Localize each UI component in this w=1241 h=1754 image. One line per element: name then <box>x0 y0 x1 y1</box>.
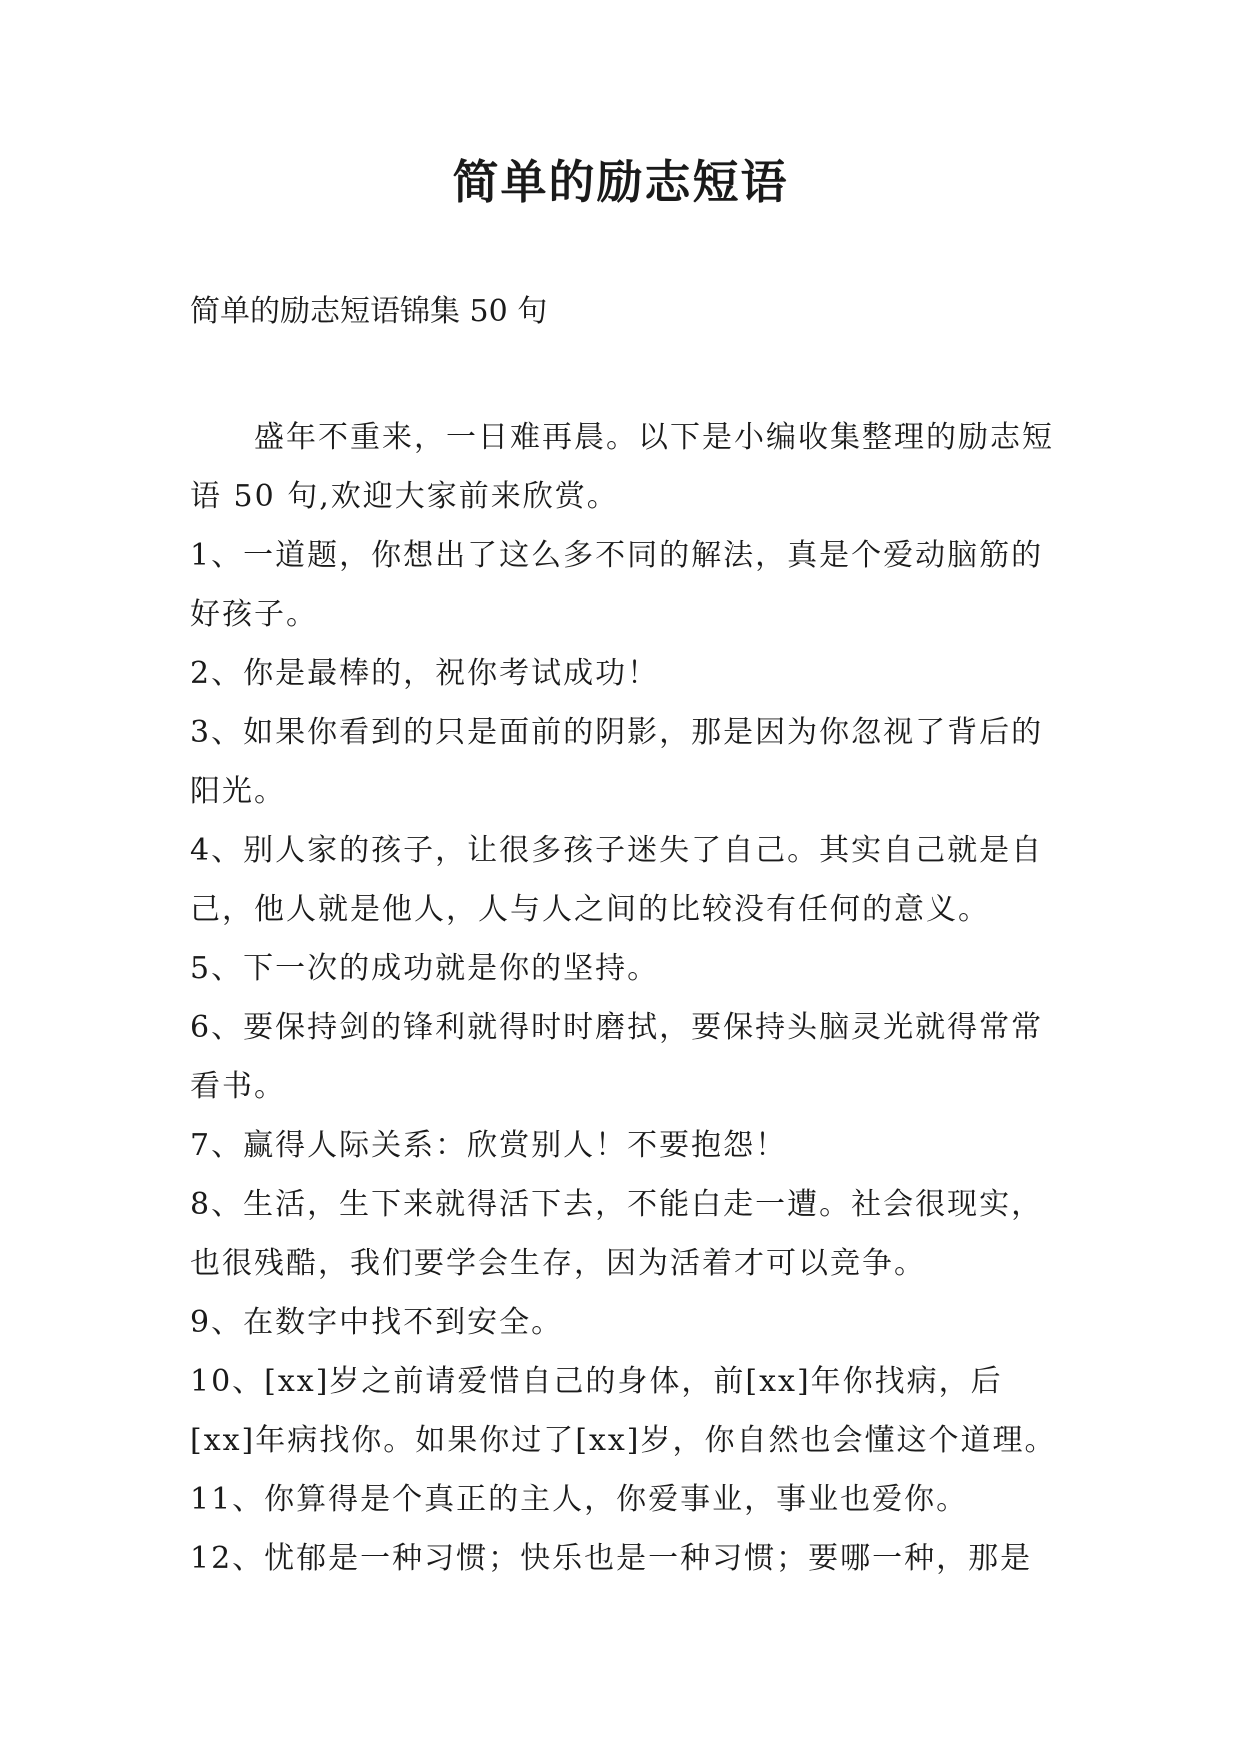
list-item: 3、如果你看到的只是面前的阴影，那是因为你忽视了背后的阳光。 <box>190 715 1044 809</box>
list-item: 2、你是最棒的，祝你考试成功！ <box>190 656 660 691</box>
list-item: 6、要保持剑的锋利就得时时磨拭，要保持头脑灵光就得常常看书。 <box>190 1010 1044 1104</box>
intro-paragraph: 盛年不重来，一日难再晨。以下是小编收集整理的励志短语 50 句,欢迎大家前来欣赏。 <box>190 420 1054 514</box>
list-item: 4、别人家的孩子，让很多孩子迷失了自己。其实自己就是自己，他人就是他人，人与人之间的比较没有任何的意义。 <box>190 833 1044 927</box>
document-body <box>190 408 1060 1588</box>
list-item: 7、赢得人际关系：欣赏别人！不要抱怨！ <box>190 1128 788 1163</box>
list-item: 5、下一次的成功就是你的坚持。 <box>190 951 660 986</box>
list-item: 12、忧郁是一种习惯；快乐也是一种习惯；要哪一种，那是 <box>190 1541 1033 1576</box>
list-item: 1、一道题，你想出了这么多不同的解法，真是个爱动脑筋的好孩子。 <box>190 538 1044 632</box>
document-title: 简单的励志短语 <box>452 155 789 209</box>
list-item: 10、[xx]岁之前请爱惜自己的身体，前[xx]年你找病，后[xx]年病找你。如果你过了[xx]岁，你自然也会懂这个道理。 <box>190 1364 1057 1458</box>
document-subtitle: 简单的励志短语锦集 50 句 <box>190 294 548 329</box>
list-item: 8、生活，生下来就得活下去，不能白走一遭。社会很现实，也很残酷，我们要学会生存，因为活着才可以竞争。 <box>190 1187 1044 1281</box>
list-item: 11、你算得是个真正的主人，你爱事业，事业也爱你。 <box>190 1482 969 1517</box>
list-item: 9、在数字中找不到安全。 <box>190 1305 564 1340</box>
